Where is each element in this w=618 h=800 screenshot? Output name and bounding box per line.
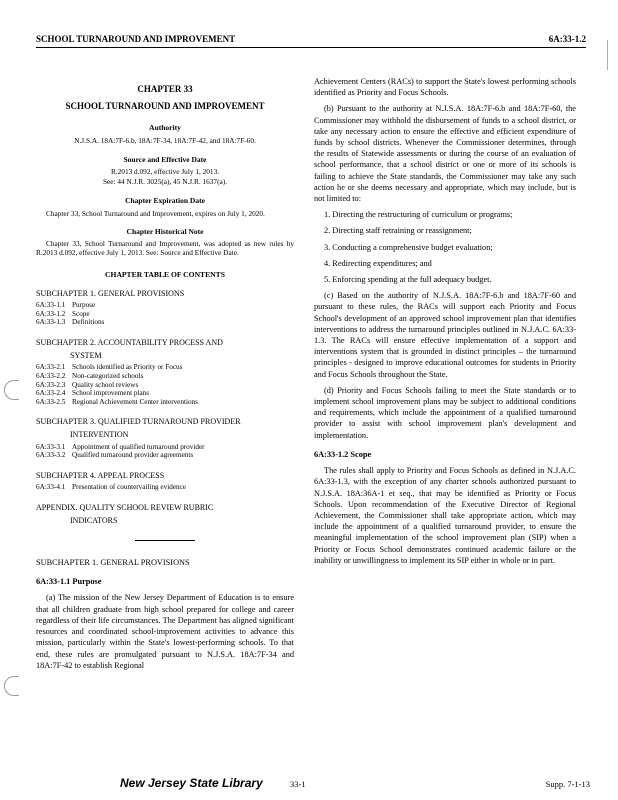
left-column [36, 76, 294, 676]
toc-entry-number: 6A:33-3.2 [36, 451, 66, 460]
toc-entry-number: 6A:33-4.1 [36, 483, 66, 492]
toc-entry-label: Quality school reviews [72, 380, 139, 389]
header-section: 6A:33-1.2 [548, 34, 586, 44]
source-heading: Source and Effective Date [123, 155, 207, 165]
toc-entry-number: 6A:33-2.2 [36, 371, 66, 380]
section-divider [135, 540, 195, 541]
toc-list-1 [36, 301, 294, 327]
list-item: 4. Redirecting expenditures; and [324, 258, 432, 268]
toc-list-3 [36, 443, 294, 460]
history-text: Chapter 33, School Turnaround and Improvement, was adopted as new rules by R.2013 d.092, effective July 1, 2013. See: Source and Effective Date. [36, 238, 294, 257]
section-scope-heading: 6A:33-1.2 Scope [314, 449, 372, 459]
toc-entry-number: 6A:33-2.4 [36, 389, 66, 398]
toc-appendix-cont: INDICATORS [70, 515, 118, 525]
expiration-text: Chapter 33, School Turnaround and Improvement, expires on July 1, 2020. [46, 208, 265, 218]
page-footer [120, 776, 590, 790]
toc-entry-label: School improvement plans [72, 389, 150, 398]
list-item: 5. Enforcing spending at the full adequacy budget. [324, 275, 492, 285]
toc-entry-number: 6A:33-2.1 [36, 363, 66, 372]
toc-entry[interactable] [36, 443, 294, 452]
source-line-2: See: 44 N.J.R. 3025(a), 45 N.J.R. 1637(a). [102, 176, 228, 186]
toc-list-4 [36, 483, 294, 492]
list-item: 3. Conducting a comprehensive budget evaluation; [324, 242, 493, 252]
toc-subchapter-2-cont: SYSTEM [70, 351, 102, 361]
header-title: SCHOOL TURNAROUND AND IMPROVEMENT [36, 34, 236, 44]
toc-entry-number: 6A:33-1.2 [36, 309, 66, 318]
toc-subchapter-2: SUBCHAPTER 2. ACCOUNTABILITY PROCESS AND [36, 337, 223, 347]
toc-entry[interactable] [36, 483, 294, 492]
toc-title: CHAPTER TABLE OF CONTENTS [105, 269, 225, 279]
toc-entry-label: Presentation of countervailing evidence [72, 483, 186, 492]
purpose-para-b: (b) Pursuant to the authority at N.J.S.A. 18A:7F-6.b and 18A:7F-60, the Commissioner may withhold the disbursement of funds to a school district, or take any necessary action to ensure the effective and efficient expenditure of funds by school districts. Whenever the Commissioner determines, through the results of Statewide assessments or during the course of an evaluation of school performance, that a school district or one or more of its schools is failing to achieve the State standards, the Commissioner may take any such action he or she deems necessary and appropriate, which may include, but is not limited to: [314, 104, 576, 204]
toc-entry[interactable] [36, 372, 294, 381]
toc-subchapter-3-cont: INTERVENTION [70, 430, 129, 440]
toc-subchapter-3: SUBCHAPTER 3. QUALIFIED TURNAROUND PROVIDER [36, 417, 241, 427]
toc-entry-label: Purpose [72, 301, 96, 310]
toc-entry-label: Schools identified as Priority or Focus [72, 363, 183, 372]
history-heading: Chapter Historical Note [126, 226, 204, 236]
page-number: 33-1 [290, 779, 306, 789]
toc-entry[interactable] [36, 310, 294, 319]
toc-subchapter-1: SUBCHAPTER 1. GENERAL PROVISIONS [36, 288, 185, 298]
list-item: 2. Directing staff retraining or reassignment; [324, 226, 472, 236]
purpose-para-a-cont: Achievement Centers (RACs) to support the State's lowest performing schools identified as Priority and Focus Schools. [314, 77, 576, 98]
scope-para: The rules shall apply to Priority and Focus Schools as defined in N.J.A.C. 6A:33-1.3, with the exception of any charter schools authorized pursuant to N.J.S.A. 18A:36A-1 et seq., that may be identified as Priority or Focus Schools. Upon recommendation of the Executive Director of Regional Achievement, the Commissioner shall take appropriate action, which may include the appointment of a qualified turnaround provider, to ensure the meaningful implementation of the school improvement plan (SIP) when a Priority or Focus School demonstrates continued academic failure or the inability or unwillingness to implement its SIP either in whole or in part. [314, 466, 576, 565]
toc-entry-label: Non-categorized schools [72, 371, 144, 380]
toc-entry[interactable] [36, 451, 294, 460]
running-header [36, 34, 586, 48]
toc-subchapter-4: SUBCHAPTER 4. APPEAL PROCESS [36, 470, 165, 480]
toc-entry[interactable] [36, 389, 294, 398]
toc-entry-label: Appointment of qualified turnaround provider [72, 442, 205, 451]
toc-entry[interactable] [36, 398, 294, 407]
right-column [314, 76, 576, 571]
toc-entry-number: 6A:33-2.5 [36, 397, 66, 406]
purpose-para-a: (a) The mission of the New Jersey Department of Education is to ensure that all children graduate from high school prepared for college and career regardless of their life circumstances. The Department has aligned significant resources and coordinated school-improvement activities to advance this mission, particularly within the State's lowest-performing schools. To that end, these rules are promulgated pursuant to N.J.S.A. 18A:7F-34 and 18A:7F-42 to establish Regional [36, 593, 294, 670]
toc-entry[interactable] [36, 318, 294, 327]
chapter-title: SCHOOL TURNAROUND AND IMPROVEMENT [65, 101, 265, 112]
list-item: 1. Directing the restructuring of curriculum or programs; [324, 210, 513, 220]
toc-entry-label: Definitions [72, 318, 105, 327]
chapter-number: CHAPTER 33 [137, 84, 193, 94]
toc-entry-label: Regional Achievement Center interventions [72, 397, 198, 406]
library-stamp: New Jersey State Library [120, 776, 263, 790]
supplement-date: Supp. 7-1-13 [545, 779, 590, 789]
subchapter-1-heading: SUBCHAPTER 1. GENERAL PROVISIONS [36, 558, 190, 568]
toc-list-2 [36, 363, 294, 406]
binding-hole-mark [4, 380, 19, 400]
purpose-para-d: (d) Priority and Focus Schools failing to meet the State standards or to implement school improvement plans may be subject to additional conditions and requirements, which include the appointment of a qualified turnaround provider to assist with school improvement plan's development and implementation. [314, 385, 576, 440]
margin-rule [607, 40, 608, 70]
toc-entry-label: Scope [72, 309, 90, 318]
toc-entry-number: 6A:33-1.3 [36, 318, 66, 327]
action-list [314, 209, 576, 285]
binding-hole-mark [4, 676, 19, 696]
toc-appendix: APPENDIX. QUALITY SCHOOL REVIEW RUBRIC [36, 502, 214, 512]
toc-entry[interactable] [36, 301, 294, 310]
toc-entry-number: 6A:33-1.1 [36, 301, 66, 310]
toc-entry[interactable] [36, 363, 294, 372]
purpose-para-c: (c) Based on the authority of N.J.S.A. 18A:7F-6.b and 18A:7F-60 and pursuant to these rules, the RACs will support each Priority and Focus School's development of an approved school improvement plan that identifies interventions to address the turnaround principles outlined in N.J.A.C. 6A:33-1.3. The RACs will ensure effective implementation of a support and interventions system that is grounded in distinct principles – the turnaround principles - designed to improve educational outcomes for students in Priority and Focus Schools throughout the State. [314, 291, 576, 379]
authority-heading: Authority [149, 123, 181, 133]
toc-entry-number: 6A:33-3.1 [36, 442, 66, 451]
toc-entry-label: Qualified turnaround provider agreements [72, 451, 194, 460]
expiration-heading: Chapter Expiration Date [125, 196, 205, 206]
source-line-1: R.2013 d.092, effective July 1, 2013. [110, 167, 220, 177]
section-purpose-heading: 6A:33-1.1 Purpose [36, 577, 102, 587]
authority-text: N.J.S.A. 18A:7F-6.b, 18A:7F-34, 18A:7F-42, and 18A:7F-60. [74, 135, 256, 145]
toc-entry[interactable] [36, 381, 294, 390]
toc-entry-number: 6A:33-2.3 [36, 380, 66, 389]
